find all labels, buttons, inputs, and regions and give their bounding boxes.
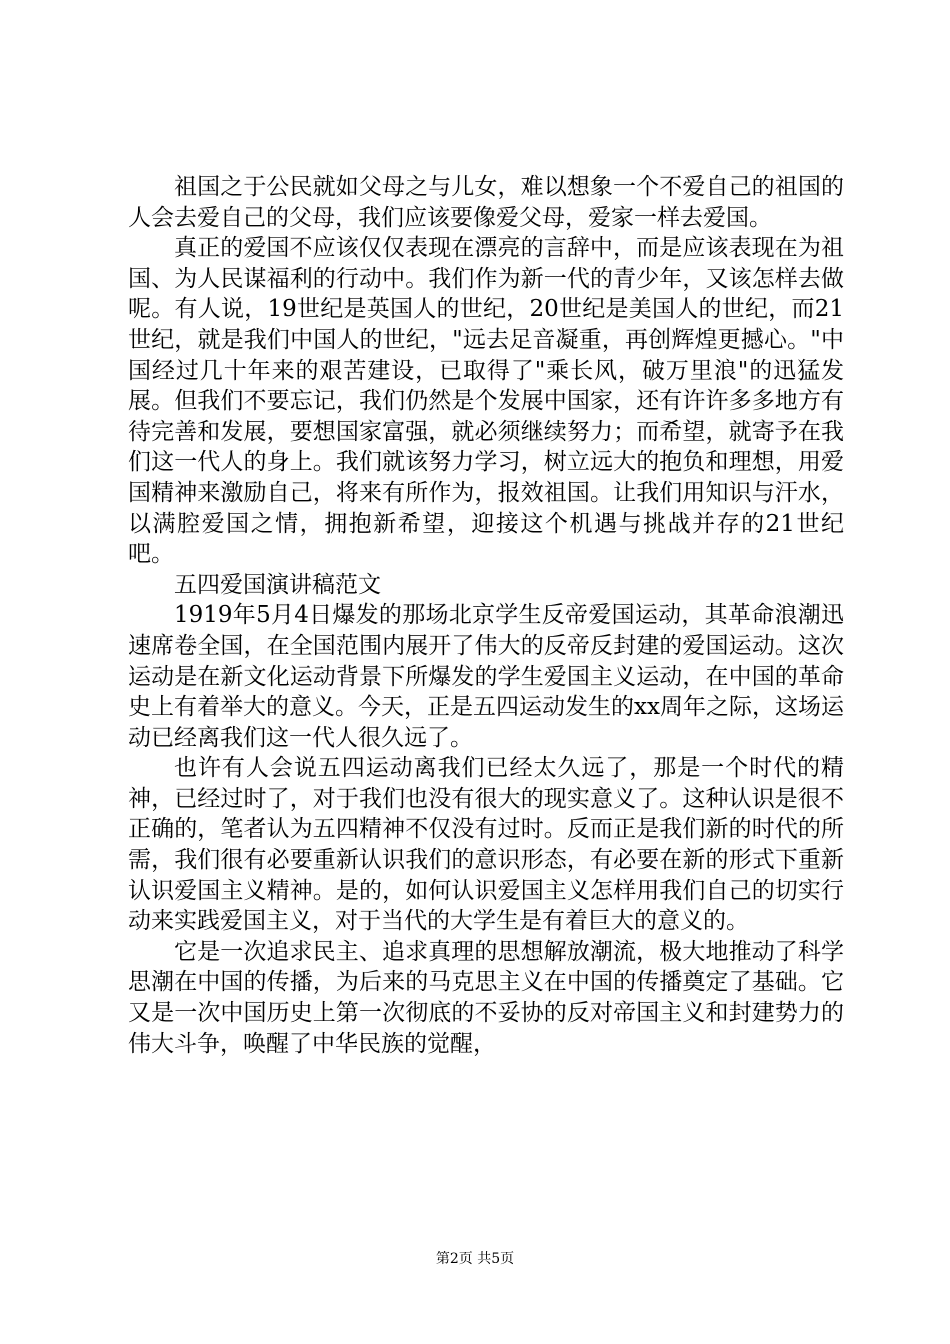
section-heading: 五四爱国演讲稿范文 (174, 571, 381, 598)
document-body (128, 172, 844, 1059)
page-footer: 第2页 共5页 (435, 1251, 515, 1267)
paragraph-2: 真正的爱国不应该仅仅表现在漂亮的言辞中，而是应该表现在为祖国、为人民谋福利的行动中。我们作为新一代的青少年，又该怎样去做呢。有人说，19世纪是英国人的世纪，20世纪是美国人的世纪，而21世纪，就是我们中国人的世纪，"远去足音凝重，再创辉煌更撼心。"中国经过几十年来的艰苦建设，已取得了"乘长风，破万里浪"的迅猛发展。但我们不要忘记，我们仍然是个发展中国家，还有许许多多地方有待完善和发展，要想国家富强，就必须继续努力；而希望，就寄予在我们这一代人的身上。我们就该努力学习，树立远大的抱负和理想，用爱国精神来激励自己，将来有所作为，报效祖国。让我们用知识与汗水，以满腔爱国之情，拥抱新希望，迎接这个机遇与挑战并存的21世纪吧。 (128, 235, 844, 568)
paragraph-1: 祖国之于公民就如父母之与儿女，难以想象一个不爱自己的祖国的人会去爱自己的父母，我们应该要像爱父母，爱家一样去爱国。 (128, 174, 844, 231)
paragraph-5: 它是一次追求民主、追求真理的思想解放潮流，极大地推动了科学思潮在中国的传播，为后来的马克思主义在中国的传播奠定了基础。它又是一次中国历史上第一次彻底的不妥协的反对帝国主义和封建势力的伟大斗争，唤醒了中华民族的觉醒， (128, 938, 844, 1057)
paragraph-4: 也许有人会说五四运动离我们已经太久远了，那是一个时代的精神，已经过时了，对于我们也没有很大的现实意义了。这种认识是很不正确的，笔者认为五四精神不仅没有过时。反而正是我们新的时代的所需，我们很有必要重新认识我们的意识形态，有必要在新的形式下重新认识爱国主义精神。是的，如何认识爱国主义怎样用我们自己的切实行动来实践爱国主义，对于当代的大学生是有着巨大的意义的。 (128, 755, 844, 935)
paragraph-3: 1919年5月4日爆发的那场北京学生反帝爱国运动，其革命浪潮迅速席卷全国，在全国范围内展开了伟大的反帝反封建的爱国运动。这次运动是在新文化运动背景下所爆发的学生爱国主义运动，在中国的革命史上有着举大的意义。今天，正是五四运动发生的xx周年之际，这场运动已经离我们这一代人很久远了。 (128, 602, 844, 751)
